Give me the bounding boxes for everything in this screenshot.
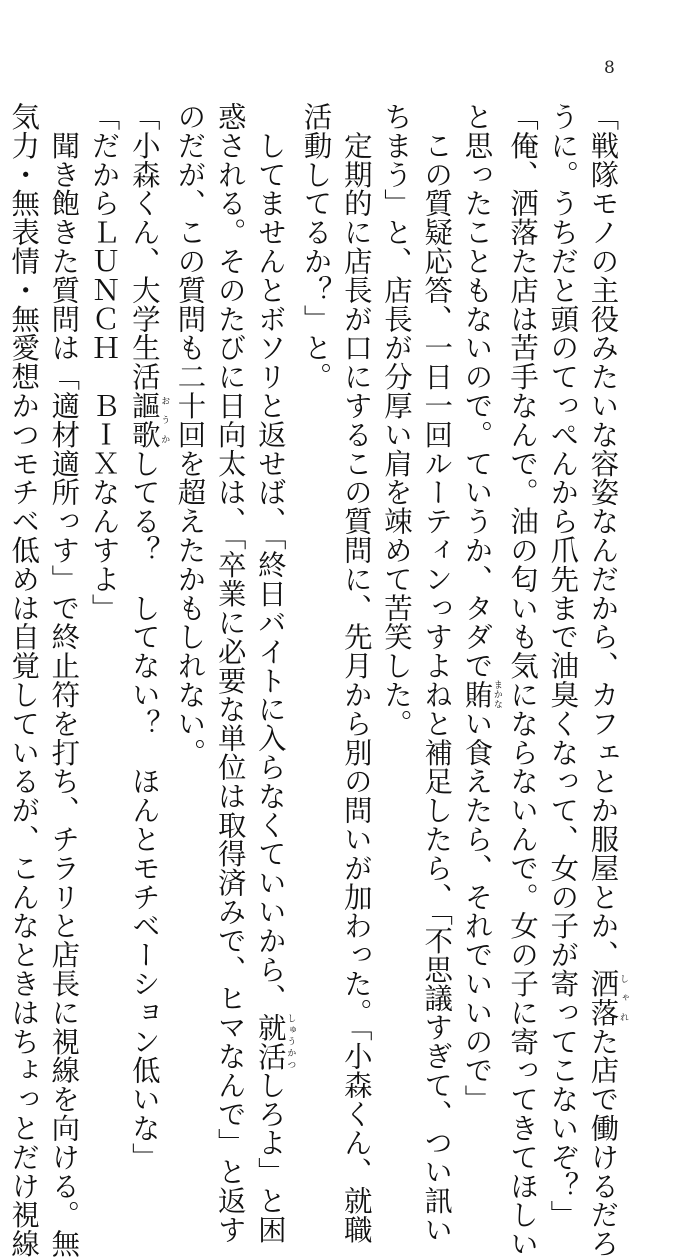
ruby-base: 賄 — [460, 680, 494, 709]
text-segment: のだが、この質問も二十回を超えたかもしれない。 — [173, 102, 207, 767]
text-line — [582, 102, 628, 1258]
text-segment: この質疑応答、一日一回ルーティンっすよねと補足したら、「不思議すぎて、つい訊い — [420, 102, 454, 1244]
text-segment: 聞き飽きた質問は「適材適所っす」で終止符を打ち、チラリと店長に視線を向ける。無 — [47, 102, 81, 1258]
text-line — [250, 102, 296, 1244]
text-line — [209, 102, 249, 1244]
text-segment: 惑される。そのたびに日向太は、「卒業に必要な単位は取得済みで、ヒマなんで」と返す — [213, 102, 247, 1244]
ruby-reading: おうか — [159, 391, 170, 449]
text-segment: 「だからＬＵＮＣＨ ＢＩＸなんすよ」 — [87, 102, 121, 623]
text-segment: してませんとボソリと返せば、「終日バイトに入らなくていいから、 — [253, 102, 287, 1013]
text-line — [43, 102, 83, 1258]
text-line — [502, 102, 542, 1258]
text-segment: 「俺、洒落た店は苦手なんで。油の匂いも気にならないんで。女の子に寄ってきてほしい — [506, 102, 540, 1258]
ruby-annotation — [460, 680, 502, 709]
text-line — [542, 102, 582, 1230]
text-segment: た店で働けるだろ — [586, 1026, 620, 1258]
ruby-base: 洒落 — [586, 969, 620, 1027]
text-line — [3, 102, 43, 1258]
text-segment: と思ったこともないので。ていうか、タダで — [460, 102, 494, 680]
text-line — [83, 102, 123, 982]
ruby-annotation — [253, 1012, 296, 1071]
page-number: 8 — [604, 58, 615, 78]
text-segment: うに。うちだと頭のてっぺんから爪先まで油臭くなって、女の子が寄ってこないぞ？」 — [546, 102, 580, 1230]
text-line — [416, 102, 456, 1244]
vertical-text-body — [7, 102, 628, 1258]
ruby-reading: しゃれ — [618, 969, 628, 1027]
text-line — [456, 102, 502, 1114]
text-segment: しろよ」と困 — [253, 1070, 287, 1244]
ruby-reading: しゅうかつ — [285, 1012, 296, 1071]
text-segment: ちまう」と、店長が分厚い肩を竦めて苦笑した。 — [379, 102, 413, 738]
text-segment: 気力・無表情・無愛想かつモチベ低めは自覚しているが、こんなときはちょっとだけ視線 — [7, 102, 41, 1258]
ruby-annotation — [586, 969, 628, 1027]
text-line — [124, 102, 170, 1172]
text-segment: してる？ してない？ ほんとモチベーション低いな」 — [127, 448, 161, 1172]
text-line — [376, 102, 416, 982]
text-segment: い食えたら、それでいいので」 — [460, 708, 494, 1114]
text-segment: 活動してるか？」と。 — [299, 102, 333, 391]
ruby-base: 就活 — [253, 1012, 287, 1071]
text-line — [295, 102, 335, 982]
text-line — [169, 102, 209, 982]
ruby-base: 謳歌 — [127, 391, 161, 449]
text-segment: 「戦隊モノの主役みたいな容姿なんだから、カフェとか服屋とか、 — [586, 102, 620, 969]
text-segment: 定期的に店長が口にするこの質問に、先月から別の問いが加わった。「小森くん、就職 — [339, 102, 373, 1244]
ruby-annotation — [127, 391, 170, 449]
ruby-reading: まかな — [491, 680, 502, 709]
text-line — [336, 102, 376, 1244]
text-segment: 「小森くん、大学生活 — [127, 102, 161, 391]
